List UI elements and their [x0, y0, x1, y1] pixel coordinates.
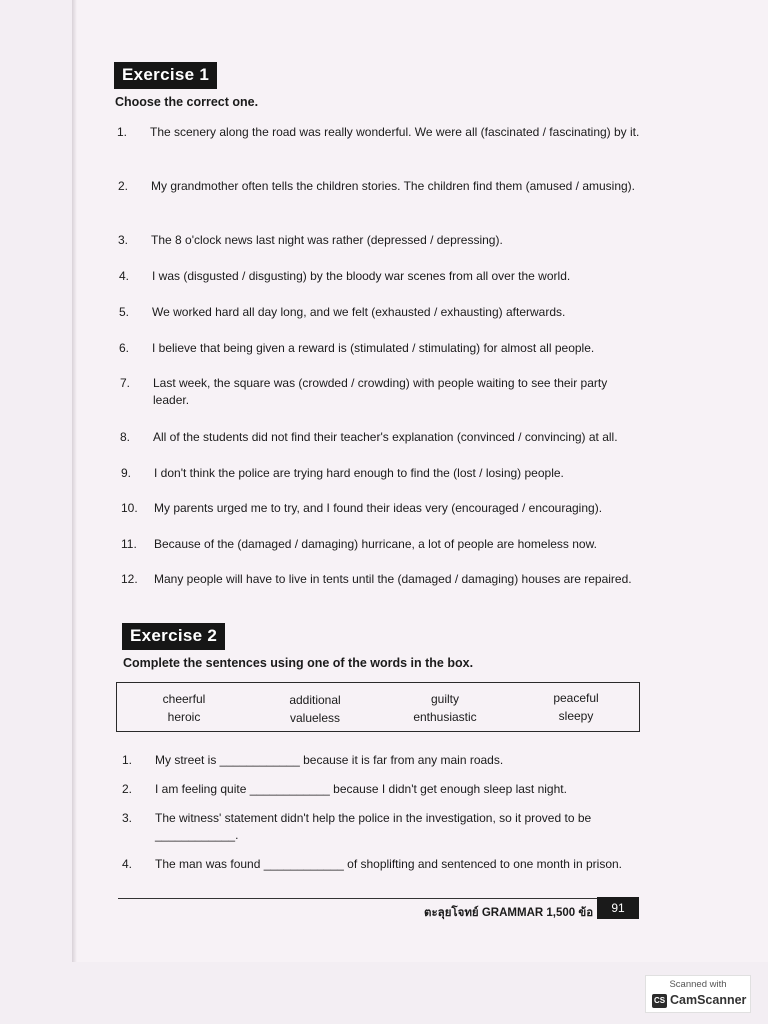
question-number: 12.: [121, 572, 138, 586]
question-text: Many people will have to live in tents until the (damaged / damaging) houses are repaired.: [154, 572, 632, 586]
question-number: 3.: [122, 811, 133, 825]
question-number: 5.: [119, 305, 130, 319]
question-text: Last week, the square was (crowded / crowding) with people waiting to see their party leader.: [153, 376, 608, 407]
question-number: 3.: [118, 233, 129, 247]
page-number: 91: [597, 897, 639, 919]
question-number: 1.: [117, 125, 128, 139]
question-number: 9.: [121, 466, 132, 480]
question-text: We worked hard all day long, and we felt (exhausted / exhausting) afterwards.: [152, 305, 566, 319]
footer-rule: [118, 898, 638, 899]
watermark-caption: Scanned with: [669, 979, 727, 990]
question-number: 6.: [119, 341, 130, 355]
question-number: 2.: [122, 782, 133, 796]
watermark-brand: CamScanner: [670, 993, 747, 1007]
word-box-word: additional: [289, 693, 341, 707]
question-text: The man was found ____________ of shoplifting and sentenced to one month in prison.: [155, 857, 622, 871]
question-text: My street is ____________ because it is far from any main roads.: [155, 753, 504, 767]
word-box-word: heroic: [167, 710, 201, 724]
question-number: 10.: [121, 501, 138, 515]
page-edge: [72, 0, 77, 962]
question-text: My grandmother often tells the children stories. The children find them (amused / amusing).: [151, 179, 636, 193]
exercise-1-instruction: Choose the correct one.: [115, 95, 259, 109]
question-text: All of the students did not find their teacher's explanation (convinced / convincing) at all.: [153, 430, 618, 444]
exercise-1-title: Exercise 1: [114, 62, 217, 89]
word-box-word: enthusiastic: [413, 710, 477, 724]
question-text: My parents urged me to try, and I found their ideas very (encouraged / encouraging).: [154, 501, 603, 515]
question-text: I was (disgusted / disgusting) by the bloody war scenes from all over the world.: [152, 269, 571, 283]
question-number: 4.: [119, 269, 130, 283]
question-text: The witness' statement didn't help the police in the investigation, so it proved to be ____________.: [155, 811, 592, 842]
question-text: I am feeling quite ____________ because I didn't get enough sleep last night.: [155, 782, 567, 796]
camscanner-watermark: [645, 975, 751, 1013]
question-text: I don't think the police are trying hard enough to find the (lost / losing) people.: [154, 466, 564, 480]
question-number: 2.: [118, 179, 129, 193]
question-number: 1.: [122, 753, 133, 767]
word-box-word: sleepy: [558, 709, 594, 723]
question-text: The scenery along the road was really wonderful. We were all (fascinated / fascinating) by it.: [150, 125, 640, 139]
exercise-2-instruction: Complete the sentences using one of the words in the box.: [123, 656, 474, 670]
question-text: Because of the (damaged / damaging) hurricane, a lot of people are homeless now.: [154, 537, 597, 551]
question-number: 8.: [120, 430, 131, 444]
book-title: ตะลุยโจทย์ GRAMMAR 1,500 ข้อ: [424, 907, 594, 919]
camscanner-logo-icon: CS: [652, 994, 667, 1008]
question-text: I believe that being given a reward is (stimulated / stimulating) for almost all people.: [152, 341, 595, 355]
word-box-word: peaceful: [553, 691, 599, 705]
question-text: The 8 o'clock news last night was rather (depressed / depressing).: [151, 233, 503, 247]
exercise-2-title: Exercise 2: [122, 623, 225, 650]
question-number: 7.: [120, 376, 131, 390]
question-number: 11.: [121, 537, 137, 551]
word-box: [116, 682, 640, 732]
word-box-word: guilty: [430, 692, 459, 706]
word-box-word: cheerful: [162, 692, 206, 706]
question-number: 4.: [122, 857, 133, 871]
word-box-word: valueless: [289, 711, 341, 725]
